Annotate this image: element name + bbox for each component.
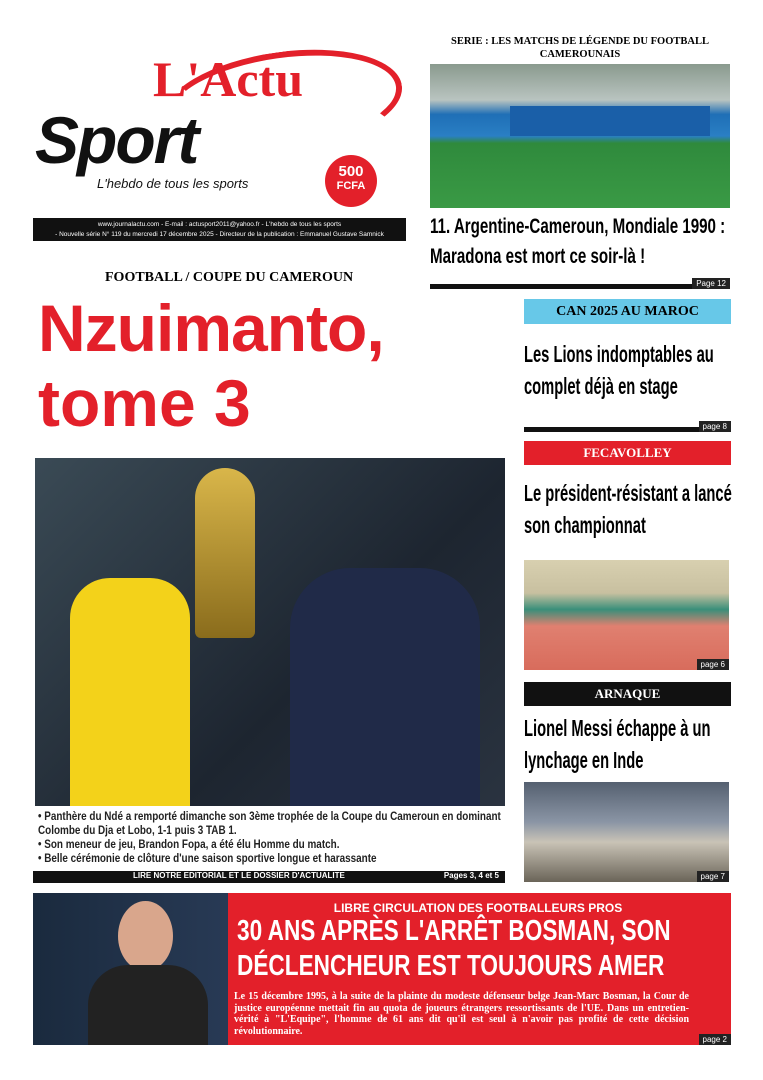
logo-bottom: Sport (35, 103, 198, 177)
sidebar-headline-2: Le président-résistant a lancé son championnat (524, 480, 732, 538)
volleyball-photo (524, 560, 729, 670)
bottom-body: Le 15 décembre 1995, à la suite de la plainte du modeste défenseur belge Jean-Marc Bosman, la Cour de justice européenne mettait fin au quota de joueurs étrangers ressortissants de l'UE. Dans un entretien-vérité à "L'Equipe", l'homme de 61 ans dit qu'il est seul à n'avoir pas profité de cette décision révolutionnaire. (234, 991, 689, 1037)
lead-headline-1: Nzuimanto, (38, 291, 384, 365)
rubric-can: CAN 2025 AU MAROC (524, 299, 731, 324)
bosman-body (88, 965, 208, 1045)
page-ref: page 6 (697, 659, 729, 670)
price-badge (325, 155, 377, 207)
lead-kicker: FOOTBALL / COUPE DU CAMEROUN (105, 270, 354, 285)
top-story-headline: 11. Argentine-Cameroun, Mondiale 1990 : Maradona est mort ce soir-là ! (430, 215, 726, 268)
tagline: L'hebdo de tous les sports (97, 176, 249, 191)
sidebar-headline-1: Les Lions indomptables au complet déjà en stage (524, 341, 714, 399)
logo-top: L'Actu (153, 51, 303, 107)
bottom-section (33, 893, 731, 1045)
info-line-1: www.journalactu.com - E-mail : actusport2011@yahoo.fr - L'hebdo de tous les sports (97, 221, 342, 228)
trophy (195, 468, 255, 638)
bosman-photo (33, 893, 228, 1045)
info-bar (33, 218, 406, 241)
bottom-headline-2: DÉCLENCHEUR EST TOUJOURS AMER (237, 950, 665, 982)
sidebar-headline-3: Lionel Messi échappe à un lynchage en Inde (524, 715, 711, 773)
currency: FCFA (336, 180, 366, 192)
page-ref: Page 12 (692, 278, 730, 289)
page-ref: page 8 (699, 421, 731, 432)
top-story-kicker: SERIE : LES MATCHS DE LÉGENDE DU FOOTBALL CAMEROUNAIS (451, 36, 709, 60)
stadium-photo (524, 782, 729, 882)
rubric-fecavolley: FECAVOLLEY (524, 441, 731, 465)
page-ref: page 2 (699, 1034, 731, 1045)
bosman-head (118, 901, 173, 971)
top-story-rule (430, 279, 730, 289)
lead-footer-text[interactable]: LIRE NOTRE EDITORIAL ET LE DOSSIER D'ACTUALITE (133, 871, 345, 880)
top-story-photo (430, 64, 730, 208)
lead-bullets (38, 809, 508, 865)
official-suit (290, 568, 480, 806)
lead-footer-pages: Pages 3, 4 et 5 (443, 871, 499, 880)
sidebar-rule-1 (524, 422, 731, 432)
rubric-arnaque: ARNAQUE (524, 682, 731, 706)
info-line-2: - Nouvelle série N° 119 du mercredi 17 décembre 2025 - Directeur de la publication : Emmanuel Gustave Samnick (55, 231, 384, 238)
page-ref: page 7 (697, 871, 729, 882)
bottom-kicker: LIBRE CIRCULATION DES FOOTBALLEURS PROS (333, 901, 623, 915)
bullet: • Panthère du Ndé a remporté dimanche son 3ème trophée de la Coupe du Cameroun en dominant Colombe du Dja et Lobo, 1-1 puis 3 TAB 1. (38, 809, 501, 837)
bottom-headline-1: 30 ANS APRÈS L'ARRÊT BOSMAN, SON (237, 915, 671, 947)
player-yellow-jersey (70, 578, 190, 806)
price: 500 (338, 163, 364, 180)
philips-banner (510, 106, 710, 136)
bullet: • Belle cérémonie de clôture d'une saison sportive longue et harassante (38, 851, 377, 865)
bullet: • Son meneur de jeu, Brandon Fopa, a été élu Homme du match. (38, 837, 340, 851)
masthead (33, 50, 408, 215)
lead-photo (35, 458, 505, 806)
lead-headline-2: tome 3 (38, 366, 251, 440)
lead-footer-bar (33, 871, 505, 883)
